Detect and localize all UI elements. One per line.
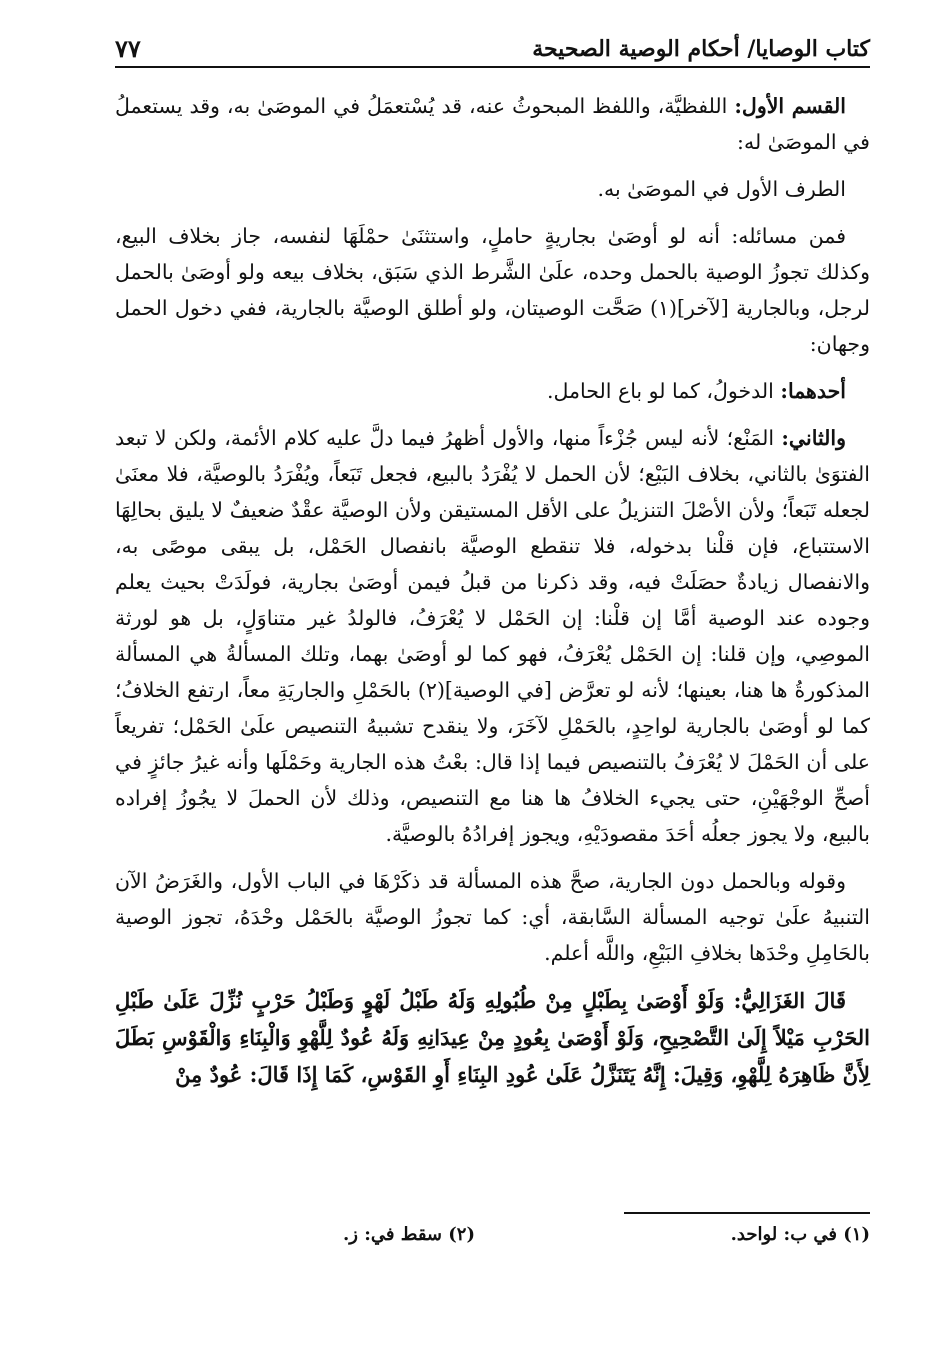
footnote-divider [624, 1212, 870, 1214]
paragraph [115, 373, 870, 409]
paragraph [115, 420, 870, 852]
section-label: أحدهما: [780, 379, 846, 403]
paragraph-text: اللفظيَّة، واللفظ المبحوثُ عنه، قد يُسْتعمَلُ في الموصَىٰ به، وقد يستعملُ في الموصَىٰ له: [115, 94, 870, 154]
paragraph [115, 218, 870, 362]
page-header [115, 32, 870, 68]
paragraph-text: المَنْع؛ لأنه ليس جُزْءاً منها، والأول أظهرُ فيما دلَّ عليه كلام الأئمة، ولكن لا تبعد الفتوَىٰ بالثاني، بخلاف البَيْع؛ لأن الحمل لا يُفْرَدُ بالبيع، فجعل تَبَعاً، ويُفْرَدُ بالوصيَّة، فلا معنَىٰ لجعله تَبَعاً؛ ولأن الأصْلَ التنزيلُ على الأقل المستيقن ولأن الوصيَّة عقْدٌ ضعيفٌ لا يليق بحالِهَا الاستتباع، فإن قلْنا بدخوله، فلا تنقطع الوصيَّة بانفصال الحَمْل، بل يبقى موصًى به، والانفصال زيادةٌ حصَلَتْ فيه، وقد ذكرنا من قبلُ فيمن أوصَىٰ بجارية، فولَدَتْ بحيث يعلم وجوده عند الوصية أمَّا إن قلْنا: إن الحَمْل لا يُعْرَفُ، فالولدُ غير متناوَلٍ، بل هو لورثة الموصِي، وإن قلنا: إن الحَمْل يُعْرَفُ، فهو كما لو أوصَىٰ بهما، وتلك المسألةُ هي المسألة المذكورةُ ها هنا، بعينها؛ لأنه لو تعرَّض [في الوصية](٢) بالحَمْلِ والجاريَةِ معاً، ارتفع الخلافُ؛ كما لو أوصَىٰ بالجارية لواحِدٍ، بالحَمْلِ لآخَرَ، ولا ينقدح تشبيهُ التنصيص علَىٰ الحَمْل؛ تفريعاً على أن الحَمْلَ لا يُعْرَفُ بالتنصيص فيما إذا قال: بعْتُ هذه الجارية وحَمْلَها وأنه غيرُ جائزٍ في أصحِّ الوجْهَيْنِ، حتى يجيء الخلافُ ها هنا مع التنصيص، وذلك لأن الحملَ لا يجُوزُ إفراده بالبيع، ولا يجوز جعلُه أحَدَ مقصودَيْهِ، ويجوز إفرادُهُ بالوصيَّة. [115, 426, 871, 846]
section-label: القسم الأول: [734, 94, 846, 118]
quote-text: قَالَ الغَزَالِيُّ: وَلَوْ أَوْصَىٰ بِطَبْلٍ مِنْ طُبُولِهِ وَلَهُ طَبْلُ لَهْوٍ وَطَبْلُ حَرْبٍ نُزِّلَ عَلَىٰ طَبْلِ الحَرْبِ مَيْلاً إِلَىٰ التَّصْحِيحِ، وَلَوْ أَوْصَىٰ بِعُودٍ مِنْ عِيدَانِهِ وَلَهُ عُودٌ لِلَّهْوِ وَالْبِنَاءِ وَالْقَوْسِ بَطَلَ لِأَنَّ ظَاهِرَهُ لِلَّهْوِ، وَقِيلَ: إِنَّهُ يَتَنَزَّلُ عَلَىٰ عُودِ البِنَاءِ أَوِ القَوْسِ، كَمَا إِذَا قَالَ: عُودٌ مِنْ [115, 988, 870, 1087]
paragraph [115, 863, 870, 971]
quoted-matn [115, 982, 870, 1093]
paragraph-text: الطرف الأول في الموصَىٰ به. [597, 177, 846, 201]
page-number: ٧٧ [115, 34, 141, 63]
paragraph [115, 88, 870, 160]
footnote-2: (٢) سقط في: ز. [342, 1224, 475, 1245]
main-text [115, 88, 870, 1104]
paragraph-text: فمن مسائله: أنه لو أوصَىٰ بجاريةٍ حاملٍ، واستثنَىٰ حمْلَهَا لنفسه، جاز بخلاف البيع، وكذلك تجوزُ الوصية بالحمل وحده، علَىٰ الشَّرط الذي سَبَق، بخلاف بيعه ولو أوصَىٰ بالحمل لرجل، وبالجارية [لآخر](١) صَحَّت الوصيتان، ولو أطلق الوصيَّة بالجارية، ففي دخول الحمل وجهان: [115, 224, 870, 356]
footnote-1: (١) في ب: لواحد. [730, 1224, 870, 1245]
section-label: والثاني: [781, 426, 846, 450]
paragraph-text: الدخولُ، كما لو باع الحامل. [547, 379, 781, 403]
running-title: كتاب الوصايا/ أحكام الوصية الصحيحة [532, 36, 870, 62]
paragraph-text: وقوله وبالحمل دون الجارية، صحَّ هذه المسألة قد ذكَرْهَا في الباب الأول، والغَرَضُ الآن التنبيهُ علَىٰ توجيه المسألة السَّابقة، أي: كما تجوزُ الوصيَّة بالحَمْل وحْدَهُ، تجوز الوصية بالحَامِلِ وحْدَها بخلافِ البَيْعِ، واللَّه أعلم. [115, 869, 870, 965]
paragraph [115, 171, 870, 207]
